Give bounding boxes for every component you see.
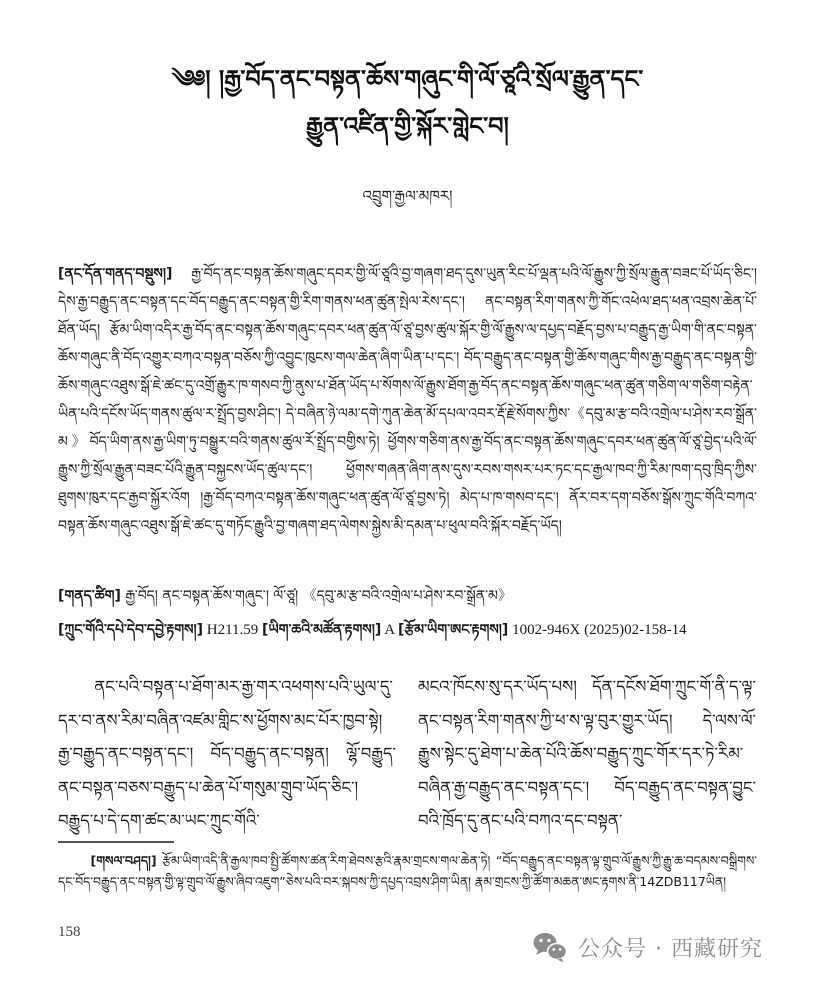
footnote-paragraph — [58, 850, 757, 892]
wechat-icon — [532, 932, 568, 963]
body-left-text: ནང་པའི་བསྟན་པ་ཐོག་མར་རྒྱ་གར་འཕགས་པའི་ཡུལ་དུ་དར་བ་ནས་རིམ་བཞིན་འཛམ་གླིང་ས་ཕྱོགས་མང་པོར་ཁྱབ་སྟེ། རྒྱ་བརྒྱུད་ནང་བསྟན་དང་། བོད་བརྒྱུད་ནང་བསྟན། ལྷོ་བརྒྱུད་ནང་བསྟན་བཅས་བརྒྱུད་པ་ཆེན་པོ་གསུམ་གྲུབ་ཡོད་ཅིང་། བརྒྱུད་པ་དེ་དག་ཚང་མ་ཡང་ཀྲུང་གོའི་ — [58, 677, 396, 830]
article-title — [58, 0, 757, 150]
keywords-line — [58, 582, 757, 610]
abstract-paragraph — [58, 260, 757, 572]
footnote-separator — [58, 841, 174, 843]
article-number-label: [རྩོམ་ཡིག་ཨང་རྟགས།] — [397, 622, 509, 638]
watermark-text: 公众号 · 西藏研究 — [578, 937, 763, 962]
clc-code: H211.59 — [203, 622, 263, 638]
article-title-line2: རྒྱུན་འཛིན་གྱི་སྐོར་གླེང་བ། — [306, 112, 509, 140]
body-column-left — [58, 670, 396, 838]
page-number: 158 — [58, 924, 81, 940]
body-right-text: མངའ་ཁོངས་སུ་དར་ཡོད་པས། དོན་དངོས་ཐོག་ཀྲུང་གོ་ནི་ད་ལྟ་ནང་བསྟན་རིག་གནས་ཀྱི་ཕ་ས་ལྟ་བུར་གྱུར་ཡོད། དེ་ལས་ལོ་རྒྱུས་སྟེང་དུ་ཐེག་པ་ཆེན་པོའི་ཆོས་བརྒྱུད་ཀྲུང་གོར་དར་ཏེ་རིམ་བཞིན་རྒྱ་བརྒྱུད་ནང་བསྟན་དང་། བོད་བརྒྱུད་ནང་བསྟན་བྱུང་བའི་ཁྲོད་དུ་ནང་པའི་བཀའ་དང་བསྟན་ — [418, 677, 756, 830]
footnote-label: [གསལ་བཤད།] — [90, 853, 157, 868]
doc-type-label: [ཡིག་ཆའི་མཚོན་རྟགས།] — [262, 622, 382, 638]
article-number-code: 1002-946X (2025)02-158-14 — [508, 622, 687, 638]
wechat-watermark — [532, 932, 763, 963]
body-two-columns — [58, 670, 757, 838]
keywords-label: [གནད་ཚིག] — [58, 588, 121, 604]
body-column-right — [418, 670, 756, 838]
article-title-line1: ༄༅། །རྒྱ་བོད་ནང་བསྟན་ཆོས་གཞུང་གི་ལོ་ཙཱའི་སྲོལ་རྒྱུན་དང་ — [171, 65, 644, 93]
clc-label: [ཀྲུང་གོའི་དཔེ་དེབ་དབྱེ་རྟགས།] — [58, 622, 204, 638]
keywords-text: རྒྱ་བོད། ནང་བསྟན་ཆོས་གཞུང་། ལོ་ཙཱ། 《དབུ་མ་རྩ་བའི་འགྲེལ་པ་ཤེས་རབ་སྒྲོན་མ》 — [120, 588, 512, 604]
doc-type-code: A — [381, 622, 398, 638]
classification-line — [58, 616, 757, 644]
abstract-text: རྒྱ་བོད་ནང་བསྟན་ཆོས་གཞུང་དབར་གྱི་ལོ་ཙཱའི་བྱ་གཞག་ཐད་དུས་ཡུན་རིང་པོ་ལྡན་པའི་ལོ་རྒྱུས་ཀྱི་སྲོལ་རྒྱུན་བཟང་པོ་ཡོད་ཅིང་། དེས་རྒྱ་བརྒྱུད་ནང་བསྟན་དང་བོད་བརྒྱུད་ནང་བསྟན་གྱི་རིག་གནས་ཕན་ཚུན་སྤེལ་རེས་དང་། ནང་བསྟན་རིག་གནས་ཀྱི་གོང་འཕེལ་ཐད་ཕན་འབྲས་ཆེན་པོ་ཐོན་ཡོད། རྩོམ་ཡིག་འདིར་རྒྱ་བོད་ནང་བསྟན་ཆོས་གཞུང་དབར་ཕན་ཚུན་ལོ་ཙཱ་བྱས་ཚུལ་སྐོར་གྱི་ལོ་རྒྱུས་ལ་དཔྱད་བརྗོད་བྱས་པ་བརྒྱུད་རྒྱ་ཡིག་གི་ནང་བསྟན་ཆོས་གཞུང་ནི་བོད་འགྱུར་བཀའ་བསྟན་བཅོས་ཀྱི་འབྱུང་ཁུངས་གལ་ཆེན་ཞིག་ཡིན་པ་དང་། བོད་བརྒྱུད་ནང་བསྟན་གྱི་ཆོས་གཞུང་གིས་རྒྱ་བརྒྱུད་ནང་བསྟན་གྱི་ཆོས་གཞུང་འཐུས་སྒོ་ཇེ་ཚང་དུ་འགྲོ་རྒྱུར་ཁ་གསབ་ཀྱི་ནུས་པ་ཐོན་ཡོད་པ་སོགས་ལོ་རྒྱུས་ཐོག་རྒྱ་བོད་ནང་བསྟན་ཆོས་གཞུང་ཕན་ཚུན་གཅིག་ལ་གཅིག་བརྟེན་ཡིན་པའི་དངོས་ཡོད་གནས་ཚུལ་ར་སྤྲོད་བྱས་ཤིང་། དེ་བཞིན་ཉེ་ལམ་དགེ་ཀུན་ཆེན་མོ་དཔལ་འབར་རྡོ་རྗེ་སོགས་ཀྱིས་《དབུ་མ་རྩ་བའི་འགྲེལ་པ་ཤེས་རབ་སྒྲོན་མ》བོད་ཡིག་ནས་རྒྱ་ཡིག་ཏུ་བསྒྱུར་བའི་གནས་ཚུལ་རོ་སྤྲོད་བགྱིས་ཏེ། ཕྱོགས་གཅིག་ནས་རྒྱ་བོད་ནང་བསྟན་ཆོས་གཞུང་དབར་ཕན་ཚུན་ལོ་ཙཱ་བྱེད་པའི་ལོ་རྒྱུས་ཀྱི་སྲོལ་རྒྱུན་བཟང་པོའི་རྒྱུན་བསྐྱངས་ཡོད་ཚུལ་དང་། ཕྱོགས་གཞན་ཞིག་ནས་དུས་རབས་གསར་པར་ཏང་དང་རྒྱལ་ཁབ་ཀྱི་རིམ་ཁག་དབུ་ཁྲིད་ཀྱིས་ཐུགས་ཁུར་དང་རྒྱབ་སྐྱོར་འོག །རྒྱ་བོད་བཀའ་བསྟན་ཆོས་གཞུང་ཕན་ཚུན་ལོ་ཙཱ་བྱས་ཏེ། མེད་པ་ཁ་གསབ་དང་། ནོར་བར་དག་བཅོས་སྒོས་ཀྲུང་གོའི་བཀའ་བསྟན་ཆོས་གཞུང་འཐུས་སྒོ་ཇེ་ཚང་དུ་གཏོང་རྒྱུའི་བྱ་གཞག་ཐད་ལེགས་སྐྱེས་མི་དམན་པ་ཕུལ་བའི་སྐོར་བརྗོད་ཡོད། — [58, 266, 757, 534]
abstract-label: [ནང་དོན་གནད་བསྡུས།] — [58, 266, 173, 282]
footnote-block — [58, 850, 757, 914]
author-name: འབྲུག་རྒྱལ་མཁར། — [362, 187, 453, 205]
footnote-text: རྩོམ་ཡིག་འདི་ནི་རྒྱལ་ཁབ་སྤྱི་ཚོགས་ཚན་རིག་ཐེབས་རྩའི་རྣམ་གྲངས་གལ་ཆེན་ཏེ། “བོད་བརྒྱུད་ནང་བསྟན་ལྟ་གྲུབ་ལོ་རྒྱུས་ཀྱི་རྒྱུ་ཆ་བདམས་བསྒྲིགས་དང་བོད་བརྒྱུད་ནང་བསྟན་གྱི་ལྟ་གྲུབ་ལོ་རྒྱུས་ཞིབ་འཇུག”ཅེས་པའི་བར་སྐབས་ཀྱི་དཔྱད་འབྲས་ཤིག་ཡིན། རྣམ་གྲངས་ཀྱི་ཚོག་མཆན་ཨང་རྟགས་ནི་14ZDB117ཡིན། — [58, 853, 757, 889]
